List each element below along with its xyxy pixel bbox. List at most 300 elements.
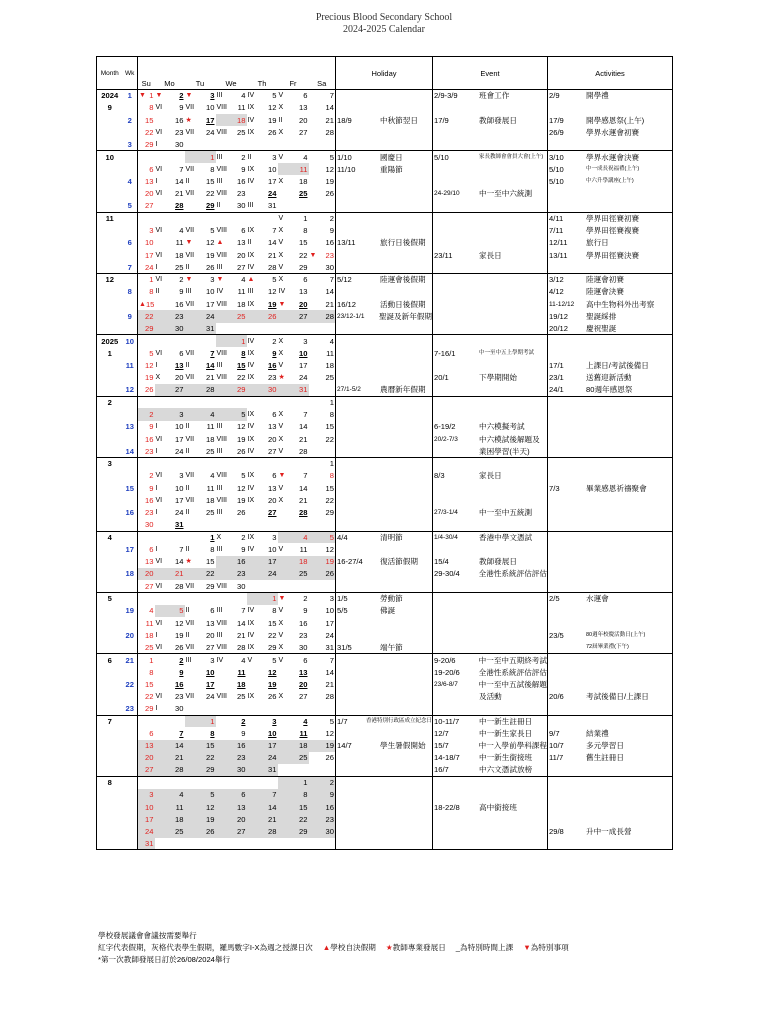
- day-cell: [309, 372, 336, 384]
- day-number: 23: [237, 753, 246, 763]
- day-marker: VIII: [216, 104, 228, 112]
- day-cell: [247, 372, 278, 384]
- day-number: 14: [206, 360, 215, 370]
- day-cell: [138, 764, 155, 776]
- day-number: 25: [237, 127, 246, 137]
- day-marker: II: [185, 447, 190, 455]
- day-number: 19: [237, 495, 246, 505]
- activity-cell: [548, 224, 673, 236]
- triangle-down-icon: ▼: [523, 943, 531, 952]
- activity-cell-date: 2/9: [549, 91, 560, 101]
- holiday-cell: [336, 519, 433, 531]
- day-number: 1: [329, 398, 334, 408]
- day-cell: [185, 408, 216, 420]
- day-cell: [278, 372, 309, 384]
- calendar-row: [97, 384, 673, 396]
- holiday-cell: [336, 470, 433, 482]
- month-cell: [97, 568, 123, 580]
- week-cell: [123, 727, 138, 739]
- day-marker: ▼: [185, 92, 193, 100]
- day-cell: [278, 188, 309, 200]
- week-cell: [123, 249, 138, 261]
- day-cell: [309, 457, 336, 469]
- day-number: 28: [268, 262, 277, 272]
- day-marker: I: [155, 509, 158, 517]
- event-cell: [433, 237, 548, 249]
- day-number: 20: [145, 189, 154, 199]
- day-marker: VII: [185, 374, 195, 382]
- day-cell: [138, 408, 155, 420]
- day-number: 19: [268, 115, 277, 125]
- day-number: 2: [149, 471, 154, 481]
- day-number: 5: [241, 471, 246, 481]
- calendar-row: [97, 347, 673, 359]
- holiday-cell: [336, 813, 433, 825]
- day-cell: [155, 90, 185, 102]
- day-cell: [309, 813, 336, 825]
- day-cell: [278, 776, 309, 788]
- day-number: 18: [325, 360, 334, 370]
- day-cell: [247, 273, 278, 285]
- holiday-cell-date: 1/5: [337, 594, 348, 604]
- month-cell: [97, 408, 123, 420]
- event-cell-date: 27/3-1/4: [434, 509, 458, 517]
- day-cell: [138, 457, 155, 469]
- day-number: 28: [206, 385, 215, 395]
- calendar-row: [97, 568, 673, 580]
- activity-cell: [548, 580, 673, 592]
- day-marker: II: [185, 607, 190, 615]
- day-number: 9: [179, 667, 184, 677]
- day-marker: I: [155, 484, 158, 492]
- day-number: 13: [206, 618, 215, 628]
- event-cell: [433, 531, 548, 543]
- activity-cell: [548, 592, 673, 604]
- day-cell: [216, 580, 247, 592]
- day-number: 2: [241, 152, 246, 162]
- day-cell: [247, 703, 278, 715]
- day-cell: [309, 139, 336, 151]
- legend: [98, 930, 718, 966]
- holiday-cell-text: 中秋節翌日: [380, 115, 418, 125]
- day-cell: [309, 90, 336, 102]
- day-marker: IX: [247, 643, 255, 651]
- holiday-cell: [336, 151, 433, 163]
- day-number: 29: [145, 323, 154, 333]
- day-number: 23: [299, 630, 308, 640]
- holiday-cell: [336, 396, 433, 408]
- week-cell: [123, 273, 138, 285]
- month-cell: [97, 629, 123, 641]
- event-cell: [433, 789, 548, 801]
- day-cell: [185, 298, 216, 310]
- day-number: 21: [175, 569, 184, 579]
- day-marker: III: [216, 423, 223, 431]
- day-marker: X: [278, 251, 284, 259]
- day-cell: [278, 310, 309, 322]
- day-cell: [216, 445, 247, 457]
- activity-cell: [548, 163, 673, 175]
- day-marker: ▼: [278, 472, 286, 480]
- day-cell: [216, 114, 247, 126]
- day-number: 4: [210, 410, 215, 420]
- day-number: 17: [268, 557, 277, 567]
- day-marker: IV: [247, 92, 255, 100]
- day-number: 27: [299, 692, 308, 702]
- holiday-cell: [336, 359, 433, 371]
- week-cell: [123, 813, 138, 825]
- day-marker: X: [155, 374, 161, 382]
- day-cell: [155, 691, 185, 703]
- day-marker: III: [216, 545, 223, 553]
- holiday-cell-text: 陸運會後假期: [380, 275, 426, 285]
- event-cell-date: 17/9: [434, 115, 449, 125]
- day-marker: VIII: [216, 693, 228, 701]
- calendar-row: [97, 421, 673, 433]
- activity-cell-date: 20/6: [549, 692, 564, 702]
- day-cell: [185, 359, 216, 371]
- day-marker: X: [278, 104, 284, 112]
- day-cell: [185, 678, 216, 690]
- day-cell: [155, 813, 185, 825]
- day-number: 18: [299, 557, 308, 567]
- day-cell: [138, 691, 155, 703]
- day-number: 23: [268, 373, 277, 383]
- day-cell: [185, 617, 216, 629]
- day-number: 28: [237, 642, 246, 652]
- activity-cell: [548, 445, 673, 457]
- activity-cell: [548, 740, 673, 752]
- holiday-cell: [336, 654, 433, 666]
- day-cell: [278, 543, 309, 555]
- day-cell: [309, 408, 336, 420]
- day-marker: II: [185, 361, 190, 369]
- holiday-cell-date: 16-27/4: [337, 557, 363, 567]
- day-cell: [216, 507, 247, 519]
- activity-cell: [548, 408, 673, 420]
- activity-cell-date: 19/12: [549, 311, 569, 321]
- holiday-cell: [336, 801, 433, 813]
- activity-cell: [548, 470, 673, 482]
- day-number: 10: [145, 238, 154, 248]
- month-cell: [97, 372, 123, 384]
- event-cell: [433, 740, 548, 752]
- day-cell: [185, 715, 216, 727]
- day-number: 14: [175, 741, 184, 751]
- holiday-cell: [336, 617, 433, 629]
- day-number: 9: [149, 483, 154, 493]
- event-cell: [433, 752, 548, 764]
- day-number: 17: [268, 176, 277, 186]
- week-cell: [123, 323, 138, 335]
- day-cell: [185, 764, 216, 776]
- day-marker: VIII: [216, 496, 228, 504]
- day-number: 9: [179, 103, 184, 113]
- holiday-cell: [336, 237, 433, 249]
- holiday-cell-text: 農曆新年假期: [380, 385, 426, 395]
- day-marker: VIII: [216, 374, 228, 382]
- activity-cell-text: 學界田徑賽決賽: [586, 250, 640, 260]
- week-cell: [123, 617, 138, 629]
- day-cell: [138, 273, 155, 285]
- month-cell: [97, 237, 123, 249]
- day-number: 15: [145, 115, 154, 125]
- event-cell-text: 全港性系統評估評估: [478, 667, 547, 677]
- day-number: 4: [241, 91, 246, 101]
- day-number: 26: [268, 127, 277, 137]
- day-cell: [216, 776, 247, 788]
- calendar-row: [97, 188, 673, 200]
- day-number: 26: [206, 827, 215, 837]
- week-cell: [123, 776, 138, 788]
- week-cell: [123, 433, 138, 445]
- day-cell: [247, 90, 278, 102]
- calendar-row: [97, 727, 673, 739]
- calendar-row: [97, 224, 673, 236]
- day-cell: [138, 102, 155, 114]
- day-cell: [155, 776, 185, 788]
- day-number: 18: [237, 299, 246, 309]
- week-cell: 21: [123, 654, 138, 666]
- day-number: 8: [210, 728, 215, 738]
- day-cell: [138, 654, 155, 666]
- event-cell: [433, 90, 548, 102]
- day-number: 16: [237, 741, 246, 751]
- day-cell: [155, 580, 185, 592]
- calendar-row: [97, 372, 673, 384]
- day-number: 8: [241, 348, 246, 358]
- day-cell: [278, 703, 309, 715]
- event-cell: [433, 151, 548, 163]
- day-number: 21: [206, 373, 215, 383]
- day-number: 23: [325, 814, 334, 824]
- day-cell: [155, 838, 185, 850]
- day-number: 5: [272, 275, 277, 285]
- day-cell: [185, 200, 216, 212]
- week-cell: 3: [123, 139, 138, 151]
- activity-cell-date: 17/9: [549, 115, 564, 125]
- legend-line-1: 學校發展議會會議按需要舉行: [98, 931, 197, 940]
- day-number: 18: [299, 741, 308, 751]
- day-marker: VI: [155, 251, 163, 259]
- week-cell: [123, 126, 138, 138]
- day-number: 12: [268, 667, 277, 677]
- event-cell: [433, 384, 548, 396]
- day-cell: [185, 740, 216, 752]
- event-cell-text: 業困學習(半天): [479, 446, 530, 456]
- month-cell: [97, 445, 123, 457]
- day-cell: [155, 335, 185, 347]
- day-cell: [185, 457, 216, 469]
- calendar-row: [97, 482, 673, 494]
- holiday-cell-text: 清明節: [380, 532, 403, 542]
- event-cell-date: 5/10: [434, 152, 449, 162]
- day-cell: [155, 445, 185, 457]
- day-cell: [278, 592, 309, 604]
- day-cell: [138, 175, 155, 187]
- holiday-cell: [336, 457, 433, 469]
- day-number: 24: [175, 508, 184, 518]
- day-cell: [155, 396, 185, 408]
- day-cell: [247, 126, 278, 138]
- day-number: 17: [175, 434, 184, 444]
- legend-special-item: ▼為特別事項: [523, 943, 569, 952]
- day-cell: [185, 163, 216, 175]
- day-cell: [278, 482, 309, 494]
- day-cell: [155, 617, 185, 629]
- holiday-cell: [336, 102, 433, 114]
- calendar-row: [97, 310, 673, 322]
- day-cell: [216, 347, 247, 359]
- day-number: 5: [329, 152, 334, 162]
- day-cell: [155, 654, 185, 666]
- day-cell: [138, 310, 155, 322]
- day-number: 15: [325, 422, 334, 432]
- day-number: 16: [175, 299, 184, 309]
- week-cell: 1: [123, 90, 138, 102]
- event-cell-text: 家長日: [479, 471, 502, 481]
- day-cell: [309, 273, 336, 285]
- activity-cell-text: 72屆畢業禮(下午): [586, 643, 629, 650]
- month-cell: [97, 359, 123, 371]
- holiday-cell: [336, 347, 433, 359]
- day-marker: VI: [155, 165, 163, 173]
- day-number: 1: [303, 214, 308, 224]
- week-cell: 10: [123, 335, 138, 347]
- day-cell: [247, 654, 278, 666]
- day-number: 16: [237, 557, 246, 567]
- day-cell: [309, 691, 336, 703]
- day-cell: [216, 237, 247, 249]
- day-marker: VI: [155, 558, 163, 566]
- day-cell: [216, 335, 247, 347]
- day-cell: [278, 359, 309, 371]
- day-number: 20: [268, 434, 277, 444]
- day-cell: [216, 764, 247, 776]
- calendar-row: [97, 200, 673, 212]
- event-cell: [433, 372, 548, 384]
- day-number: 30: [325, 262, 334, 272]
- day-cell: [155, 568, 185, 580]
- day-cell: [155, 384, 185, 396]
- day-marker: X: [278, 619, 284, 627]
- day-number: 21: [175, 753, 184, 763]
- header-row: [97, 57, 673, 90]
- activity-cell: [548, 175, 673, 187]
- day-cell: [138, 347, 155, 359]
- day-cell: [247, 507, 278, 519]
- header-wk: Wk: [123, 57, 138, 90]
- day-number: 14: [299, 483, 308, 493]
- holiday-cell: [336, 298, 433, 310]
- activity-cell-text: 旅行日: [586, 238, 609, 248]
- event-cell: [433, 114, 548, 126]
- day-cell: [155, 224, 185, 236]
- day-marker: V: [278, 92, 284, 100]
- calendar-row: [97, 507, 673, 519]
- day-number: 6: [179, 348, 184, 358]
- month-cell: [97, 175, 123, 187]
- day-number: 25: [237, 311, 246, 321]
- day-number: 23: [145, 508, 154, 518]
- day-cell: [185, 531, 216, 543]
- day-marker: ★: [185, 558, 192, 566]
- week-cell: [123, 592, 138, 604]
- day-cell: [185, 641, 216, 653]
- day-cell: [138, 740, 155, 752]
- day-number: 8: [272, 606, 277, 616]
- day-cell: [247, 470, 278, 482]
- day-number: 26: [325, 569, 334, 579]
- day-cell: [278, 237, 309, 249]
- triangle-up-icon: ▲: [322, 943, 331, 952]
- day-marker: III: [216, 263, 223, 271]
- day-number: 12: [325, 544, 334, 554]
- day-marker: III: [216, 447, 223, 455]
- day-cell: [278, 249, 309, 261]
- day-cell: [155, 727, 185, 739]
- day-marker: I: [155, 447, 158, 455]
- event-cell-date: 23/6-8/7: [434, 680, 458, 688]
- day-cell: [278, 224, 309, 236]
- day-cell: [309, 310, 336, 322]
- day-number: 14: [299, 422, 308, 432]
- event-cell-text: 中六文憑試放榜: [479, 765, 533, 775]
- month-cell: [97, 224, 123, 236]
- day-cell: [155, 237, 185, 249]
- day-cell: [185, 212, 216, 224]
- day-cell: [155, 286, 185, 298]
- month-cell: [97, 752, 123, 764]
- event-cell: [433, 421, 548, 433]
- event-cell-text: 及活動: [479, 692, 502, 702]
- school-name: Precious Blood Secondary School: [315, 12, 453, 23]
- day-number: 11: [299, 544, 308, 554]
- holiday-cell: [336, 715, 433, 727]
- day-cell: [278, 175, 309, 187]
- day-cell: [309, 298, 336, 310]
- day-number: 8: [149, 103, 154, 113]
- day-cell: [247, 335, 278, 347]
- holiday-cell-text: 重陽節: [380, 164, 403, 174]
- day-cell: [185, 347, 216, 359]
- day-number: 9: [241, 164, 246, 174]
- day-cell: [309, 801, 336, 813]
- day-cell: [278, 470, 309, 482]
- day-marker: II: [155, 288, 160, 296]
- day-cell: [278, 445, 309, 457]
- day-number: 11: [237, 287, 246, 297]
- day-marker: I: [155, 423, 158, 431]
- legend-special-time: _為特別時間上課: [455, 943, 514, 952]
- activity-cell: [548, 372, 673, 384]
- day-number: 6: [303, 275, 308, 285]
- holiday-cell: [336, 261, 433, 273]
- day-number: 29: [237, 385, 246, 395]
- day-cell: [185, 139, 216, 151]
- holiday-cell: [336, 592, 433, 604]
- header-sa: Sa: [309, 57, 336, 90]
- day-cell: [185, 494, 216, 506]
- week-cell: 23: [123, 703, 138, 715]
- day-cell: [278, 335, 309, 347]
- week-cell: [123, 298, 138, 310]
- day-number: 15: [237, 360, 246, 370]
- day-cell: [309, 592, 336, 604]
- day-number: 21: [268, 250, 277, 260]
- day-cell: [247, 482, 278, 494]
- day-cell: [138, 335, 155, 347]
